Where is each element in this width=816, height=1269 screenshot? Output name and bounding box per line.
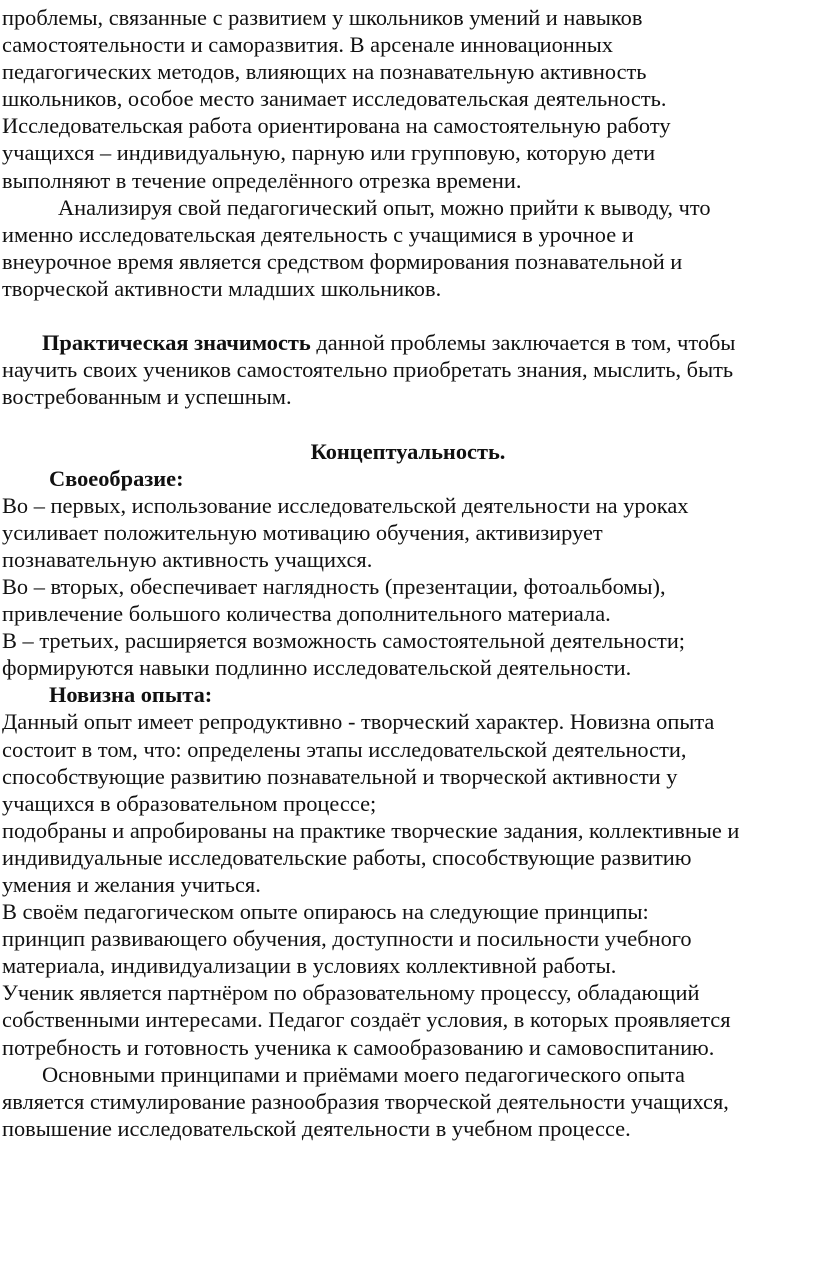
text-line: данной проблемы заключается в том, чтобы: [310, 330, 736, 356]
blank-line: [2, 410, 814, 437]
text-line: состоит в том, что: определены этапы исследовательской деятельности,: [2, 736, 687, 762]
text-line: усиливает положительную мотивацию обучения, активизирует: [2, 519, 603, 545]
text-line: проблемы, связанные с развитием у школьников умений и навыков: [2, 5, 643, 30]
text-line: научить своих учеников самостоятельно приобретать знания, мыслить, быть: [2, 357, 734, 383]
text-line: познавательную активность учащихся.: [2, 546, 373, 572]
text-line: повышение исследовательской деятельности в учебном процессе.: [2, 1115, 631, 1141]
text-line: учащихся в образовательном процессе;: [2, 790, 377, 816]
text-line: Исследовательская работа ориентирована на самостоятельную работу: [2, 113, 671, 139]
heading-novelty-text: Новизна опыта:: [49, 682, 213, 708]
heading-conceptuality-text: Концептуальность.: [310, 438, 506, 464]
heading-novelty: [2, 681, 814, 708]
text-line: Анализируя свой педагогический опыт, можно прийти к выводу, что: [58, 194, 711, 220]
text-line: Данный опыт имеет репродуктивно - творческий характер. Новизна опыта: [2, 709, 715, 735]
text-line: собственными интересами. Педагог создаёт условия, в которых проявляется: [2, 1007, 731, 1033]
paragraph-practical-significance: [2, 329, 814, 410]
text-line: школьников, особое место занимает исследовательская деятельность.: [2, 86, 667, 112]
practical-significance-label: Практическая значимость: [42, 330, 311, 356]
paragraph-intro: [2, 4, 814, 194]
text-line: материала, индивидуализации в условиях коллективной работы.: [2, 953, 617, 979]
text-line: является стимулирование разнообразия творческой деятельности учащихся,: [2, 1088, 729, 1114]
text-line: привлечение большого количества дополнительного материала.: [2, 601, 611, 627]
paragraph-principles: [2, 1061, 814, 1142]
blank-line: [2, 302, 814, 329]
paragraph-novelty: [2, 708, 814, 1060]
text-line: востребованным и успешным.: [2, 384, 292, 410]
text-line: именно исследовательская деятельность с учащимися в урочное и: [2, 221, 634, 247]
text-line: Основными принципами и приёмами моего педагогического опыта: [42, 1061, 685, 1087]
paragraph-originality: [2, 492, 814, 682]
text-line: Во – первых, использование исследовательской деятельности на уроках: [2, 492, 689, 518]
text-line: умения и желания учиться.: [2, 872, 261, 897]
heading-conceptuality: [2, 438, 814, 465]
text-line: В – третьих, расширяется возможность самостоятельной деятельности;: [2, 628, 686, 654]
heading-originality: [2, 465, 814, 492]
text-line: внеурочное время является средством формирования познавательной и: [2, 248, 683, 274]
text-line: педагогических методов, влияющих на познавательную активность: [2, 59, 647, 85]
text-line: В своём педагогическом опыте опираюсь на следующие принципы:: [2, 899, 649, 925]
text-line: Во – вторых, обеспечивает наглядность (презентации, фотоальбомы),: [2, 573, 666, 599]
text-line: потребность и готовность ученика к самообразованию и самовоспитанию.: [2, 1034, 715, 1060]
text-line: подобраны и апробированы на практике творческие задания, коллективные и: [2, 817, 740, 843]
text-line: Ученик является партнёром по образовательному процессу, обладающий: [2, 980, 700, 1006]
text-line: учащихся – индивидуальную, парную или групповую, которую дети: [2, 140, 656, 166]
text-line: формируются навыки подлинно исследовательской деятельности.: [2, 655, 632, 681]
text-line: способствующие развитию познавательной и творческой активности у: [2, 763, 678, 789]
text-line: творческой активности младших школьников.: [2, 275, 442, 301]
heading-originality-text: Своеобразие:: [49, 465, 184, 491]
text-line: выполняют в течение определённого отрезка времени.: [2, 167, 522, 193]
text-line: самостоятельности и саморазвития. В арсенале инновационных: [2, 32, 613, 58]
text-line: индивидуальные исследовательские работы, способствующие развитию: [2, 844, 692, 870]
paragraph-analysis: [2, 194, 814, 302]
text-line: принцип развивающего обучения, доступности и посильности учебного: [2, 926, 692, 952]
